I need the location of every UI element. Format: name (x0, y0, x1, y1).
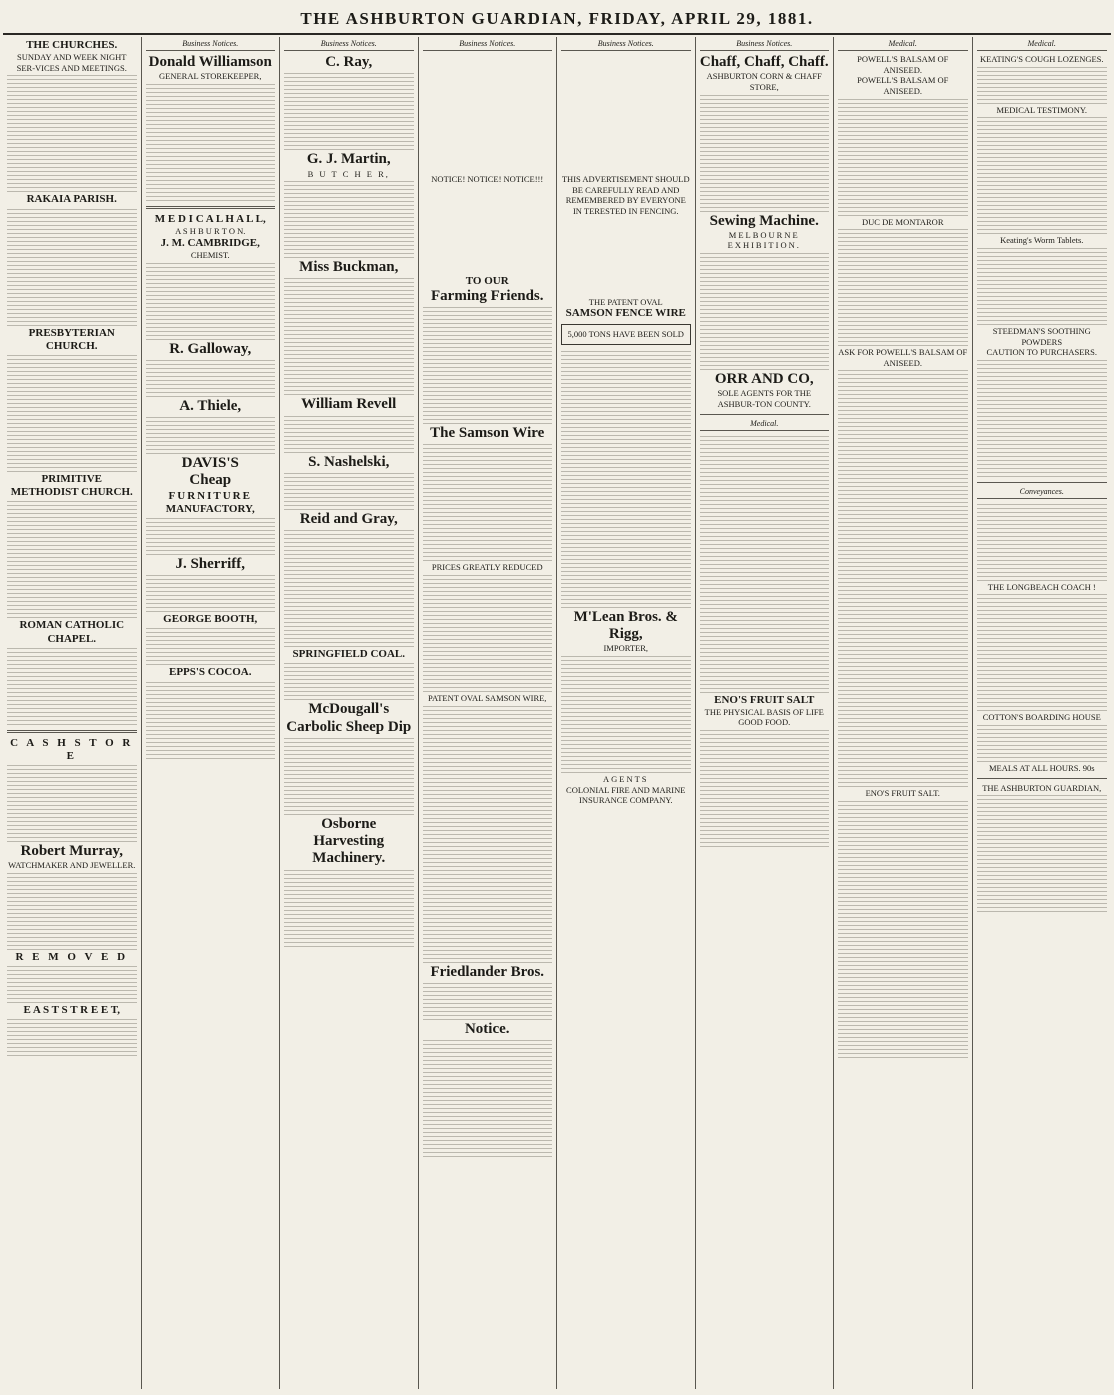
column-heading: Business Notices. (700, 39, 830, 51)
column-heading: Business Notices. (561, 39, 691, 51)
body-text (977, 793, 1108, 913)
text-block: Machinery. (312, 850, 386, 867)
column-6 (696, 37, 835, 1389)
column-1 (3, 37, 142, 1389)
body-text (700, 434, 830, 694)
body-text (284, 71, 414, 151)
text-block: Friedlander Bros. (430, 963, 545, 980)
text-block: ASHBURTON CORN & CHAFF STORE, (706, 71, 822, 92)
text-block: PRIMITIVE METHODIST CHURCH. (10, 473, 133, 499)
text-block: GOOD FOOD. (738, 717, 791, 728)
text-block: M'Lean Bros. & Rigg, (573, 608, 678, 643)
body-text (838, 799, 968, 1059)
text-block: Farming Friends. (431, 287, 544, 304)
body-text (700, 728, 830, 848)
text-block: CAUTION TO PURCHASERS. (986, 347, 1097, 358)
text-block: 5,000 TONS HAVE BEEN SOLD (561, 324, 691, 345)
section-heading: Conveyances. (977, 487, 1108, 499)
text-block: M E D I C A L H A L L, (154, 212, 266, 225)
text-block: McDougall's (308, 701, 390, 718)
text-block: PRESBYTERIAN CHURCH. (28, 326, 115, 352)
text-block: GENERAL STOREKEEPER, (159, 71, 262, 82)
body-text (977, 358, 1108, 478)
body-text (423, 305, 553, 425)
body-text (7, 73, 137, 193)
text-block: THE ASHBURTON GUARDIAN, (982, 782, 1102, 793)
column-3 (280, 37, 419, 1389)
text-block: ROMAN CATHOLIC CHAPEL. (19, 619, 125, 645)
body-text (977, 115, 1108, 235)
text-block: SAMSON FENCE WIRE (565, 307, 686, 320)
body-text (7, 871, 137, 951)
column-heading: Business Notices. (423, 39, 553, 51)
text-block: R E M O V E D (15, 951, 129, 963)
text-block: MEALS AT ALL HOURS. 90s (988, 763, 1095, 773)
text-block: DUC DE MONTAROR (862, 216, 944, 227)
text-block: A S H B U R T O N. (175, 226, 246, 237)
text-block: POWELL'S BALSAM OF ANISEED. (857, 54, 949, 75)
body-text (561, 349, 691, 609)
text-block: ENO'S FRUIT SALT (714, 693, 815, 706)
column-5 (557, 37, 696, 1389)
text-block: C. Ray, (325, 54, 373, 70)
body-text (284, 661, 414, 701)
text-block: SOLE AGENTS FOR THE ASHBUR-TON COUNTY. (717, 388, 812, 409)
text-block: GEORGE BOOTH, (163, 613, 258, 626)
body-text (700, 251, 830, 371)
body-text (977, 502, 1108, 582)
body-text (838, 368, 968, 788)
body-text (561, 654, 691, 774)
body-text (146, 82, 276, 202)
text-block: PATENT OVAL SAMSON WIRE, (428, 692, 547, 703)
text-block: IMPORTER, (603, 643, 649, 654)
text-block: E A S T S T R E E T, (23, 1004, 121, 1017)
text-block: SUNDAY AND WEEK NIGHT SER-VICES AND MEETINGS. (16, 52, 127, 73)
text-block: KEATING'S COUGH LOZENGES. (979, 54, 1104, 64)
text-block: Notice. (464, 1020, 510, 1037)
text-block: THE PHYSICAL BASIS OF LIFE (704, 706, 824, 717)
text-block: MELBOURNE EXHIBITION. (727, 229, 801, 251)
body-text (977, 723, 1108, 763)
body-text (284, 528, 414, 648)
newspaper-page (3, 3, 1111, 1392)
body-text (838, 97, 968, 217)
column-4 (419, 37, 558, 1389)
text-block: S. Nashelski, (308, 453, 390, 470)
text-block: The Samson Wire (430, 425, 545, 442)
body-text (284, 471, 414, 511)
text-block: Sewing Machine. (709, 212, 819, 229)
body-text (284, 736, 414, 816)
text-block: William Revell (301, 396, 397, 413)
text-block: A. Thiele, (179, 397, 242, 414)
text-block: Chaff, Chaff, Chaff. (699, 54, 829, 70)
text-block: ORR AND CO, (714, 371, 814, 387)
body-text (977, 65, 1108, 105)
body-text (146, 261, 276, 341)
text-block: COLONIAL FIRE AND MARINE (566, 784, 686, 795)
text-block: MANUFACTORY, (165, 502, 255, 515)
text-block: POWELL'S BALSAM OF ANISEED. (857, 75, 949, 96)
text-block: J. Sherriff, (175, 555, 246, 572)
text-block: MEDICAL TESTIMONY. (996, 104, 1087, 115)
text-block: Reid and Gray, (299, 510, 398, 527)
body-text (284, 414, 414, 454)
text-block: Miss Buckman, (299, 259, 399, 276)
text-block: THE LONGBEACH COACH ! (987, 581, 1096, 592)
body-text (7, 1017, 137, 1057)
column-heading: Medical. (977, 39, 1108, 51)
body-text (284, 179, 414, 259)
body-text (146, 626, 276, 666)
text-block: COTTON'S BOARDING HOUSE (982, 712, 1101, 723)
body-text (284, 868, 414, 948)
body-text (146, 516, 276, 556)
column-heading: Business Notices. (284, 39, 414, 51)
text-block: NOTICE! NOTICE! NOTICE!!! (431, 174, 544, 184)
body-text (284, 276, 414, 396)
body-text (7, 499, 137, 619)
masthead (3, 3, 1111, 35)
body-text (7, 207, 137, 327)
body-text (700, 93, 830, 213)
text-block: INSURANCE COMPANY. (578, 795, 673, 806)
text-block: Carbolic Sheep Dip (286, 718, 412, 735)
body-text (7, 646, 137, 726)
text-block: TO OUR (465, 274, 509, 287)
body-text (423, 573, 553, 693)
section-heading: Medical. (700, 419, 830, 431)
body-text (7, 763, 137, 843)
text-block: DAVIS'S (181, 455, 239, 471)
text-block: AGENTS (602, 774, 649, 785)
body-text (423, 704, 553, 964)
text-block: C A S H S T O R E (10, 736, 134, 762)
text-block: R. Galloway, (169, 340, 252, 357)
masthead-title: THE ASHBURTON GUARDIAN, FRIDAY, APRIL 29, 1881. (300, 9, 814, 28)
column-7 (834, 37, 973, 1389)
body-text (146, 415, 276, 455)
text-block: ENO'S FRUIT SALT. (865, 788, 940, 799)
text-block: EPPS'S COCOA. (168, 666, 252, 679)
column-2 (142, 37, 281, 1389)
text-block: STEEDMAN'S SOOTHING POWDERS (992, 325, 1091, 347)
body-text (838, 227, 968, 347)
text-block: THIS ADVERTISEMENT SHOULD BE CAREFULLY READ AND REMEMBERED BY EVERYONE IN TERESTED IN FENCING. (561, 174, 690, 216)
columns (3, 37, 1111, 1389)
text-block: G. J. Martin, (306, 151, 391, 168)
body-text (146, 680, 276, 760)
body-text (7, 353, 137, 473)
body-text (423, 1038, 553, 1158)
text-block: THE PATENT OVAL (588, 296, 663, 307)
text-block: Cheap (189, 472, 232, 489)
column-8 (973, 37, 1112, 1389)
text-block: Osborne Harvesting (313, 815, 385, 850)
text-block: PRICES GREATLY REDUCED (431, 562, 543, 573)
text-block: SPRINGFIELD COAL. (292, 648, 405, 661)
text-block: RAKAIA PARISH. (26, 193, 117, 206)
body-text (977, 246, 1108, 326)
body-text (977, 592, 1108, 712)
body-text (423, 981, 553, 1021)
text-block: B U T C H E R, (307, 168, 390, 179)
text-block: J. M. CAMBRIDGE, (160, 236, 260, 249)
column-heading: THE CHURCHES. (26, 39, 118, 51)
text-block: Robert Murray, (20, 843, 123, 860)
text-block: FURNITURE (168, 489, 252, 502)
body-text (146, 573, 276, 613)
body-text (7, 964, 137, 1004)
text-block: CHEMIST. (190, 249, 230, 260)
text-block: WATCHMAKER AND JEWELLER. (8, 860, 136, 871)
text-block: Donald Williamson (148, 54, 272, 70)
column-heading: Medical. (838, 39, 968, 51)
body-text (423, 442, 553, 562)
column-heading: Business Notices. (146, 39, 276, 51)
text-block: Keating's Worm Tablets. (1000, 235, 1084, 246)
body-text (146, 358, 276, 398)
text-block: ASK FOR POWELL'S BALSAM OF ANISEED. (838, 347, 968, 368)
